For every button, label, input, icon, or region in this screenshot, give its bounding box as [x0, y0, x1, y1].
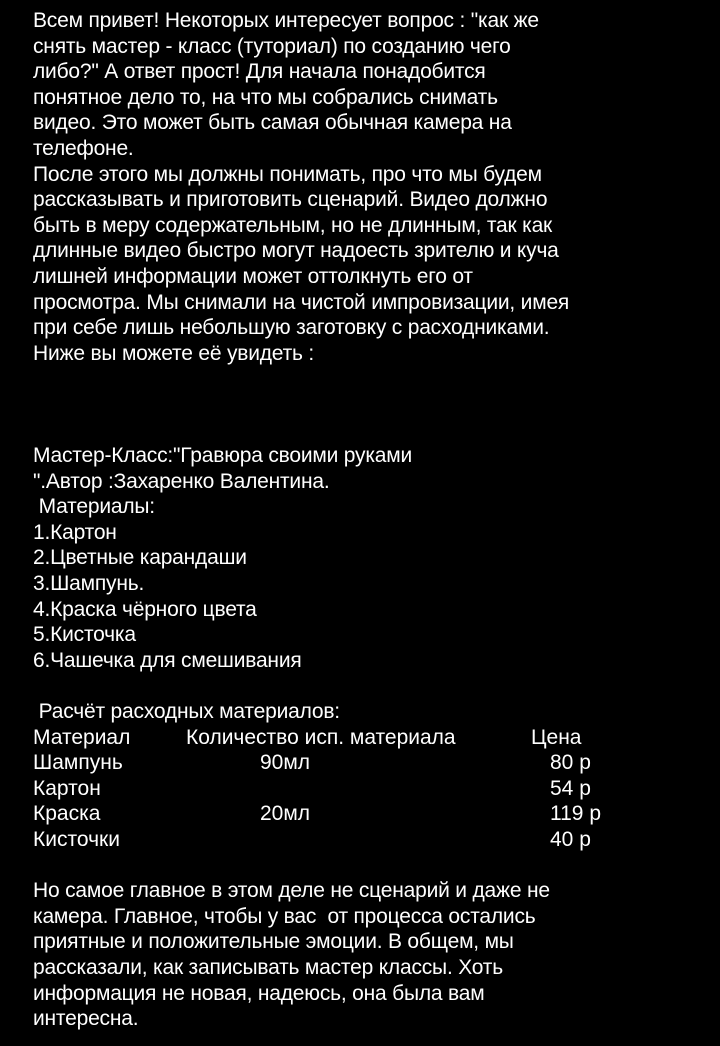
cell-price: 40 р: [550, 828, 591, 851]
text-line: приятные и положительные эмоции. В общем, мы: [33, 930, 514, 954]
text-line: интересна.: [33, 1007, 139, 1031]
text-line: камера. Главное, чтобы у вас от процесса остались: [33, 904, 536, 928]
text-line: снять мастер - класс (туториал) по созданию чего: [33, 34, 511, 58]
text-line: длинные видео быстро могут надоесть зрителю и куча: [33, 239, 559, 263]
document-body: [33, 8, 693, 1032]
text-line: Но самое главное в этом деле не сценарий и даже не: [33, 879, 550, 903]
table-row: [33, 801, 693, 827]
table-row: [33, 827, 693, 853]
cell-price: 54 р: [550, 776, 591, 800]
masterclass-section: [33, 443, 693, 673]
material-item: 3.Шампунь.: [33, 572, 145, 596]
cell-material: Картон: [33, 776, 101, 800]
spacer: [33, 853, 693, 879]
text-line: информация не новая, надеюсь, она была вам: [33, 981, 485, 1005]
column-header-material: Материал: [33, 725, 131, 749]
cell-price: 119 р: [550, 802, 601, 826]
material-item: 2.Цветные карандаши: [33, 546, 247, 570]
text-line: при себе лишь небольшую заготовку с расходниками.: [33, 316, 550, 340]
text-line: После этого мы должны понимать, про что мы будем: [33, 162, 542, 186]
spacer: [33, 418, 693, 444]
text-line: лишней информации может оттолкнуть его от: [33, 264, 473, 288]
cell-material: Кисточки: [33, 828, 120, 851]
masterclass-title: Мастер-Класс:"Гравюра своими руками: [33, 444, 413, 468]
cell-quantity: 90мл: [260, 751, 311, 775]
text-line: понятное дело то, на что мы собрались снимать: [33, 85, 498, 109]
cell-material: Шампунь: [33, 751, 123, 775]
table-row: [33, 750, 693, 776]
text-line: видео. Это может быть самая обычная камера на: [33, 111, 512, 135]
cell-price: 80 р: [550, 751, 591, 775]
costs-heading: Расчёт расходных материалов:: [33, 700, 340, 724]
text-line: либо?" А ответ прост! Для начала понадобится: [33, 60, 486, 84]
material-item: 4.Краска чёрного цвета: [33, 597, 257, 621]
material-item: 1.Картон: [33, 520, 117, 544]
cell-material: Краска: [33, 802, 101, 826]
text-line: быть в меру содержательным, но не длинным, так как: [33, 213, 553, 237]
spacer: [33, 366, 693, 392]
text-line: просмотра. Мы снимали на чистой импровизации, имея: [33, 290, 570, 314]
spacer: [33, 673, 693, 699]
material-item: 5.Кисточка: [33, 623, 136, 647]
table-row: [33, 776, 693, 802]
text-line: рассказали, как записывать мастер классы. Хоть: [33, 955, 503, 979]
column-header-price: Цена: [531, 725, 582, 749]
text-line: рассказывать и приготовить сценарий. Видео должно: [33, 188, 548, 212]
text-line: Всем привет! Некоторых интересует вопрос : "как же: [33, 9, 539, 32]
masterclass-author: ".Автор :Захаренко Валентина.: [33, 469, 330, 493]
conclusion-paragraph: [33, 878, 693, 1032]
text-line: Ниже вы можете её увидеть :: [33, 341, 314, 365]
column-header-quantity: Количество исп. материала: [186, 725, 456, 749]
materials-heading: Материалы:: [33, 495, 155, 519]
spacer: [33, 392, 693, 418]
costs-section: [33, 699, 693, 853]
intro-paragraph: [33, 8, 693, 366]
material-item: 6.Чашечка для смешивания: [33, 648, 302, 672]
costs-table-header: [33, 725, 693, 751]
text-line: телефоне.: [33, 136, 134, 160]
cell-quantity: 20мл: [260, 802, 311, 826]
